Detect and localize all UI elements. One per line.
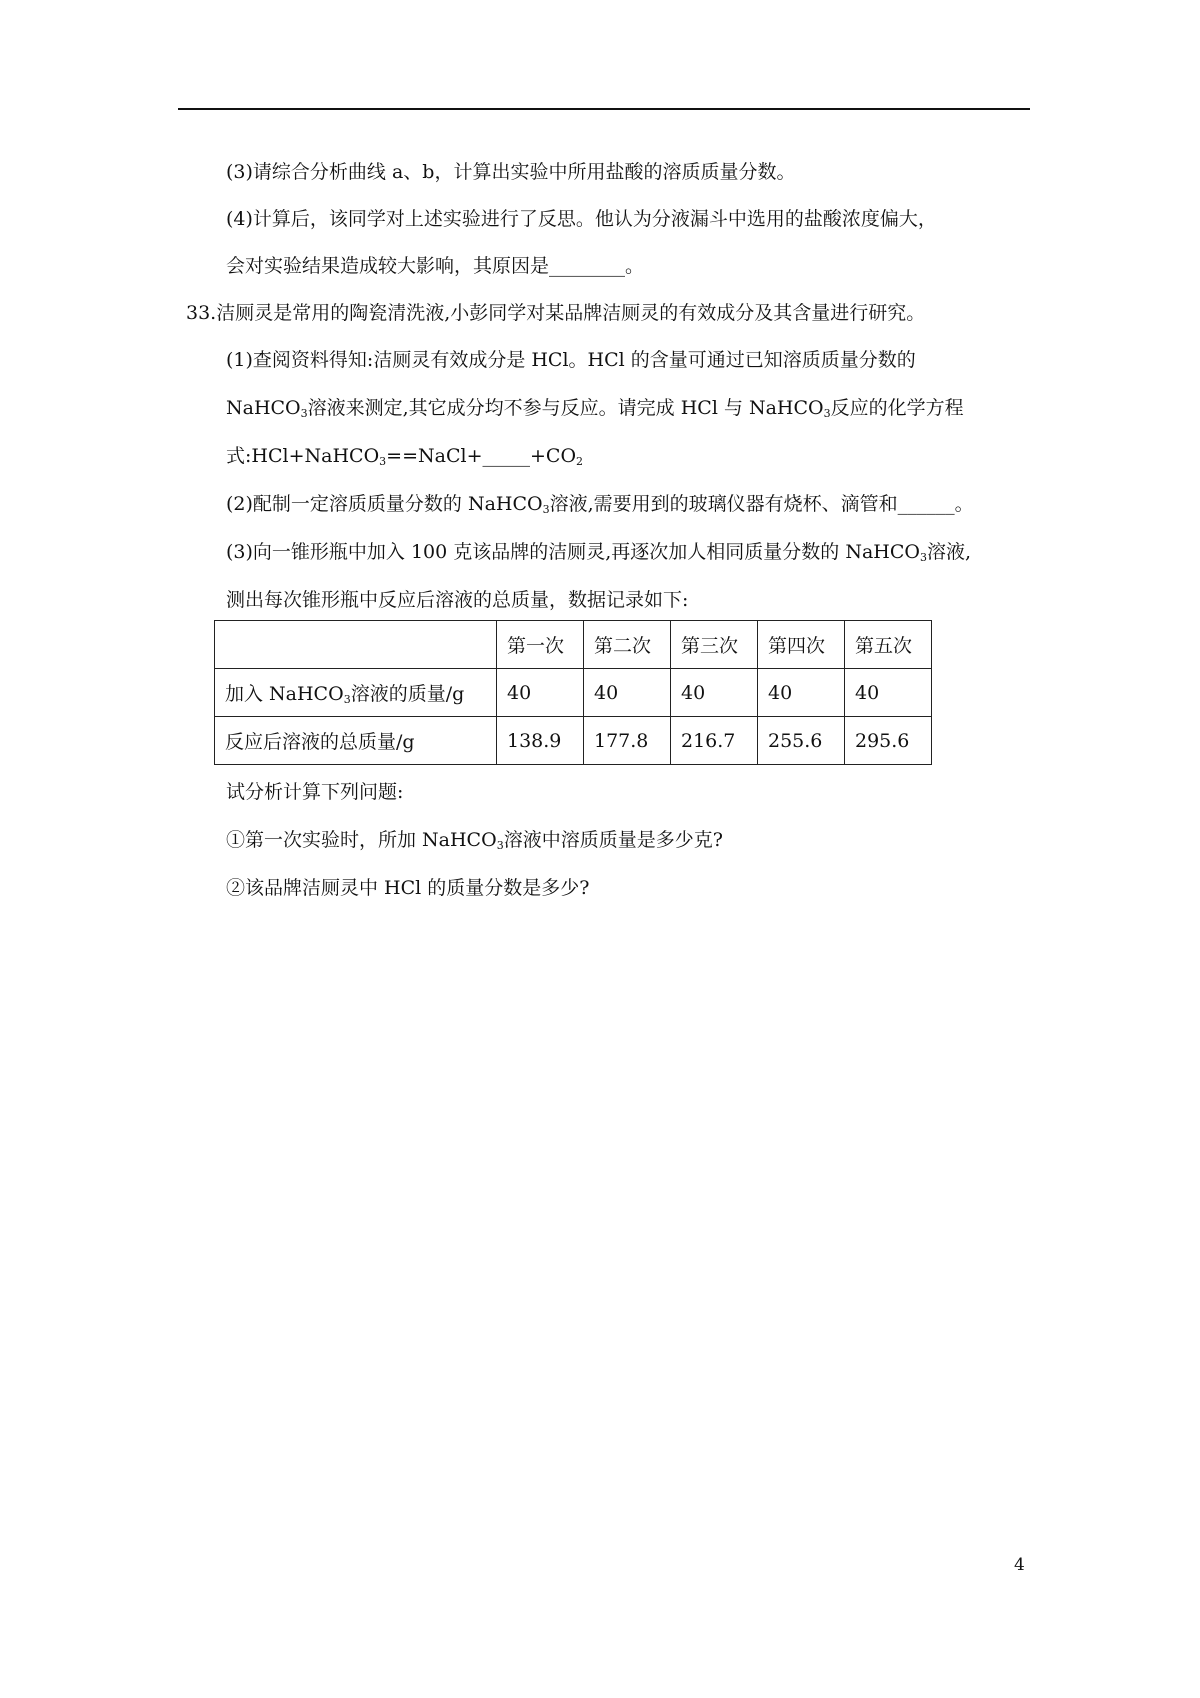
header-rule [178, 108, 1030, 110]
table-cell: 295.6 [845, 717, 932, 765]
table-header-cell: 第一次 [497, 621, 584, 669]
table-header-cell: 第五次 [845, 621, 932, 669]
analysis-prompt: 试分析计算下列问题: [226, 781, 404, 803]
prev-part4-line2: 会对实验结果造成较大影响，其原因是________。 [226, 255, 645, 277]
table-cell: 255.6 [758, 717, 845, 765]
table-cell: 40 [497, 669, 584, 717]
table-cell: 177.8 [584, 717, 671, 765]
table-cell: 40 [671, 669, 758, 717]
table-row [215, 717, 932, 765]
q33-p3-line2: 测出每次锥形瓶中反应后溶液的总质量，数据记录如下: [226, 589, 689, 611]
q33-p2: (2)配制一定溶质质量分数的 NaHCO$_3$溶液,需要用到的玻璃仪器有烧杯、滴管和______。 [226, 493, 974, 516]
table-row [215, 669, 932, 717]
table-header-row [215, 621, 932, 669]
data-table [214, 620, 932, 765]
q33-sub-question-2: ②该品牌洁厕灵中 HCl 的质量分数是多少? [226, 877, 590, 899]
table-header-cell [215, 621, 497, 669]
q33-intro: 33.洁厕灵是常用的陶瓷清洗液,小彭同学对某品牌洁厕灵的有效成分及其含量进行研究。 [186, 302, 926, 324]
table-header-cell: 第四次 [758, 621, 845, 669]
q33-p3-line1: (3)向一锥形瓶中加入 100 克该品牌的洁厕灵,再逐次加人相同质量分数的 NaHCO$_3$溶液, [226, 541, 972, 564]
table-cell: 138.9 [497, 717, 584, 765]
table-cell: 40 [845, 669, 932, 717]
table-row-label: 加入 NaHCO$_3$溶液的质量/g [215, 669, 497, 717]
table-cell: 216.7 [671, 717, 758, 765]
page-number: 4 [1014, 1555, 1025, 1575]
table-cell: 40 [584, 669, 671, 717]
table-header-cell: 第三次 [671, 621, 758, 669]
q33-p1-line2: NaHCO$_3$溶液来测定,其它成分均不参与反应。请完成 HCl 与 NaHCO$_3$反应的化学方程 [226, 397, 964, 420]
prev-part4-line1: (4)计算后，该同学对上述实验进行了反思。他认为分液漏斗中选用的盐酸浓度偏大， [226, 208, 937, 230]
q33-p1-line1: (1)查阅资料得知:洁厕灵有效成分是 HCl。HCl 的含量可通过已知溶质质量分数的 [226, 349, 916, 371]
prev-part3-text: (3)请综合分析曲线 a、b，计算出实验中所用盐酸的溶质质量分数。 [226, 161, 796, 183]
table-cell: 40 [758, 669, 845, 717]
table-row-label: 反应后溶液的总质量/g [215, 717, 497, 765]
q33-p1-line3-equation: 式$:HCl+NaHCO_3==NaCl+\_\_\_\_\_+CO_2$ [226, 445, 584, 468]
table-header-cell: 第二次 [584, 621, 671, 669]
q33-sub-question-1: ①第一次实验时，所加 NaHCO$_3$溶液中溶质质量是多少克? [226, 829, 723, 852]
